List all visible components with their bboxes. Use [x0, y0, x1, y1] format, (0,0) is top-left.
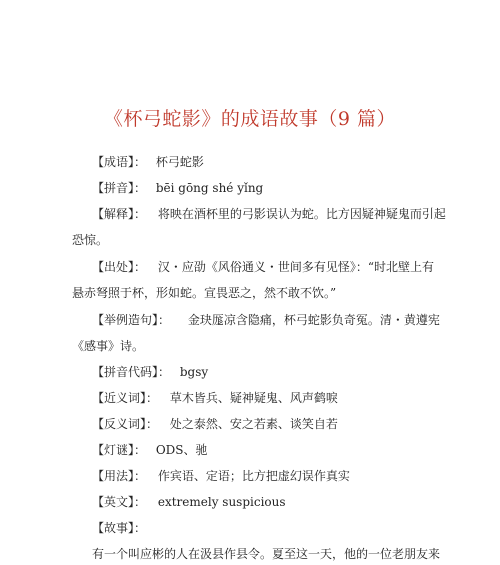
entry-label: 【近义词】： — [92, 391, 159, 405]
entry-value: 处之泰然、安之若素、谈笑自若 — [169, 417, 338, 431]
entry-value: 草木皆兵、疑神疑鬼、风声鹤唳 — [169, 391, 338, 405]
entry-antonyms — [92, 416, 338, 432]
entry-pinyin — [92, 180, 263, 196]
entry-label: 【英文】： — [92, 495, 147, 509]
entry-riddle — [92, 442, 208, 458]
entry-chuchu-continuation: 悬赤弩照于杯，形如蛇。宣畏恶之，然不敢不饮。” — [72, 286, 337, 300]
entry-value: 作宾语、定语；比方把虚幻误作真实 — [157, 469, 350, 483]
entry-value: extremely suspicious — [157, 495, 286, 509]
entry-juli — [92, 312, 440, 328]
entry-label: 【成语】： — [92, 155, 147, 169]
entry-value: ODS、驰 — [155, 443, 208, 457]
entry-jieshi-continuation: 恐惊。 — [72, 233, 109, 247]
entry-label: 【出处】： — [92, 260, 147, 274]
entry-chengyu — [92, 154, 204, 170]
entry-chuchu — [92, 259, 434, 275]
document-title: 《杯弓蛇影》的成语故事（9 篇） — [103, 108, 397, 130]
entry-english — [92, 494, 286, 510]
entry-jieshi — [92, 206, 446, 222]
entry-label: 【举例造句】： — [92, 313, 171, 327]
entry-juli-continuation: 《感事》诗。 — [72, 339, 145, 353]
entry-label: 【用法】： — [92, 469, 147, 483]
entry-label: 【灯谜】： — [92, 443, 147, 457]
entry-label: 【反义词】： — [92, 417, 159, 431]
entry-label: 【解释】： — [92, 207, 147, 221]
entry-value: 杯弓蛇影 — [155, 155, 204, 169]
entry-value: bgsy — [179, 365, 209, 379]
story-paragraph: 有一个叫应彬的人在汲县作县令。夏至这一天，他的一位老朋友来 — [92, 547, 441, 561]
entry-label: 【故事】： — [92, 521, 147, 535]
entry-value: 将映在酒杯里的弓影误认为蛇。比方因疑神疑鬼而引起 — [157, 207, 446, 221]
entry-label: 【拼音代码】： — [92, 365, 171, 379]
entry-label: 【拼音】： — [92, 181, 147, 195]
entry-value: bēi gōng shé yǐng — [155, 181, 264, 195]
entry-usage — [92, 468, 350, 484]
entry-pinyin-code — [92, 364, 208, 380]
entry-story — [92, 520, 146, 536]
entry-value: 金玦厖凉含隐痛，杯弓蛇影负奇冤。清・黄遵宪 — [187, 313, 440, 327]
entry-value: 汉・应劭《风俗通义・世间多有见怪》：“时北壁上有 — [157, 260, 434, 274]
entry-synonyms — [92, 390, 338, 406]
